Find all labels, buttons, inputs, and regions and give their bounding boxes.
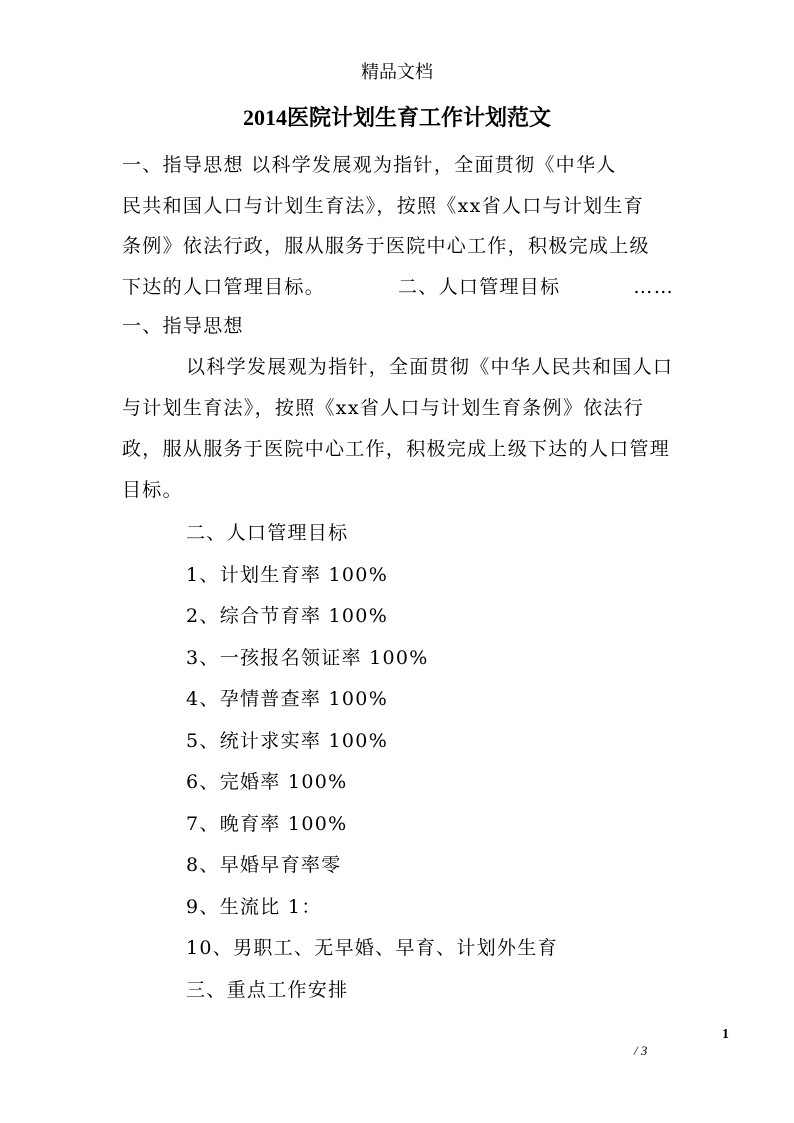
section-3-heading: 三、重点工作安排 (186, 978, 349, 1001)
list-item: 5、统计求实率 100% (186, 729, 389, 752)
summary-line-4-heading: 二、人口管理目标 (398, 275, 561, 298)
summary-line-4-text: 下达的人口管理目标。 (122, 275, 326, 298)
page-number: 1 (722, 1027, 729, 1042)
list-item: 7、晚育率 100% (186, 812, 348, 835)
section-1-paragraph: 以科学发展观为指针，全面贯彻《中华人民共和国人口与计划生育法》，按照《xx省人口与计划生育条例》依法行政，服从服务于医院中心工作，积极完成上级下达的人口管理目标。 (122, 356, 674, 501)
summary-line-2: 民共和国人口与计划生育法》，按照《xx省人口与计划生育 (122, 194, 645, 217)
summary-line-1: 一、指导思想 以科学发展观为指针，全面贯彻《中华人 (122, 154, 617, 176)
summary-line-4 (122, 267, 674, 308)
list-item: 10、男职工、无早婚、早育、计划外生育 (186, 937, 558, 959)
targets-list (186, 513, 686, 1011)
document-title: 2014医院计划生育工作计划范文 (242, 105, 551, 130)
list-item: 1、计划生育率 100% (186, 563, 389, 586)
list-item: 4、孕情普查率 100% (186, 688, 389, 710)
list-item: 6、完婚率 100% (186, 771, 348, 793)
list-item: 8、早婚早育率零 (186, 854, 342, 876)
summary-line-3: 条例》依法行政，服从服务于医院中心工作，积极完成上级 (122, 235, 650, 257)
summary-block (122, 145, 674, 307)
summary-ellipsis: …… (633, 275, 674, 298)
section-1-heading: 一、指导思想 (122, 315, 244, 337)
section-2-heading: 二、人口管理目标 (186, 522, 349, 544)
page-total: / 3 (634, 1043, 648, 1058)
document-header: 精品文档 (361, 62, 433, 83)
list-item: 9、生流比 1： (186, 895, 322, 918)
list-item: 3、一孩报名领证率 100% (186, 646, 429, 669)
list-item: 2、综合节育率 100% (186, 605, 389, 627)
